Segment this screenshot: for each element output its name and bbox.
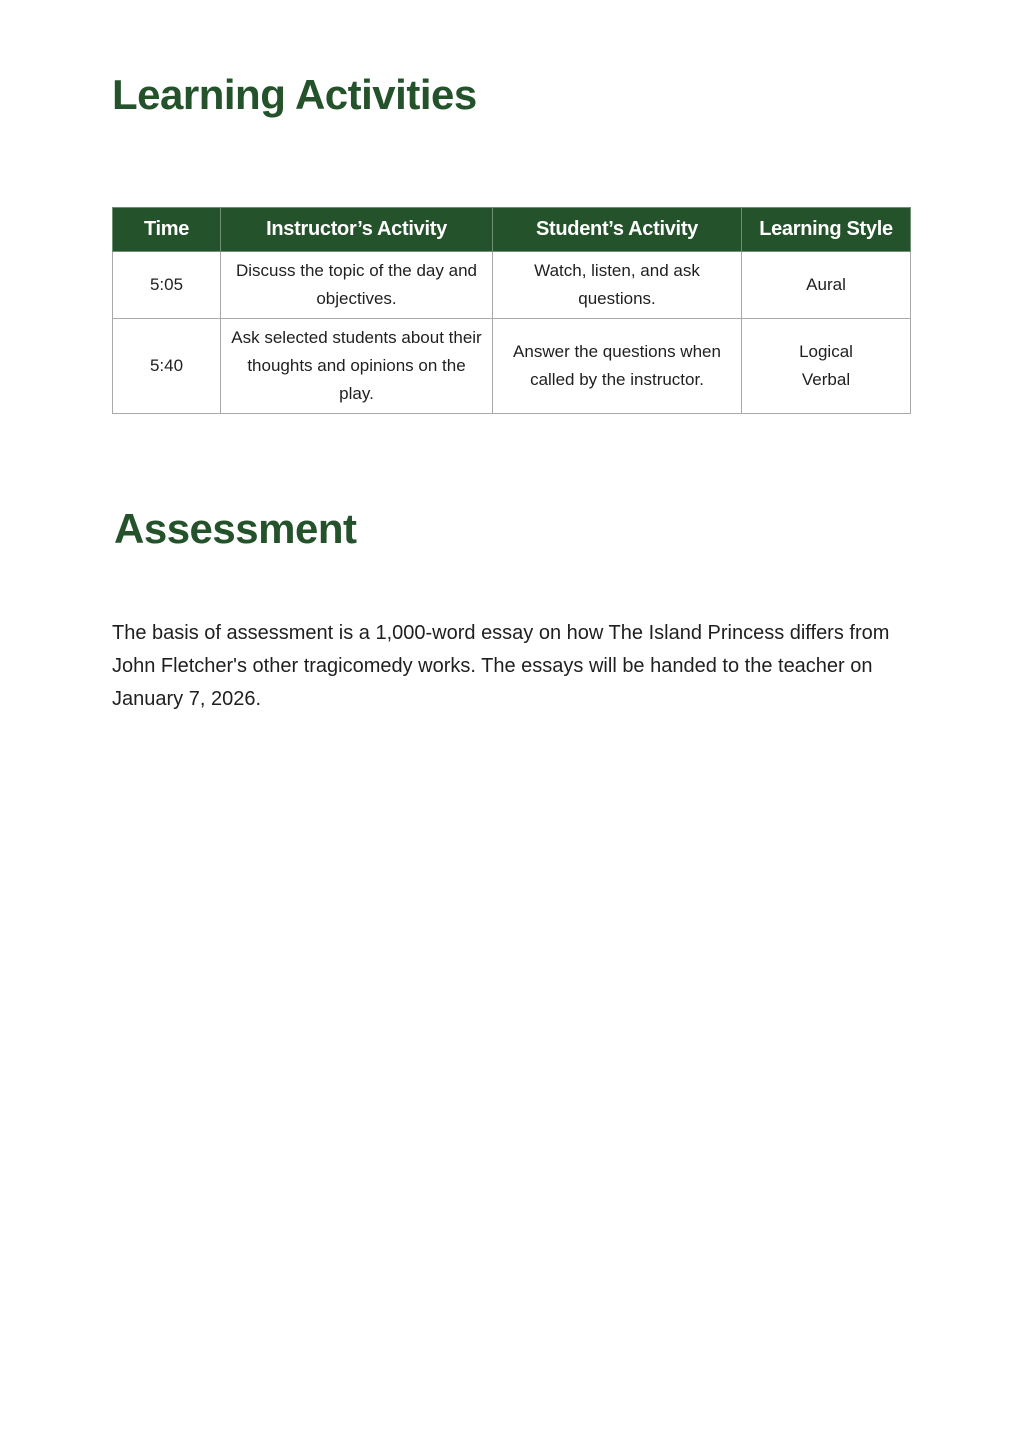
- cell-student-activity: Answer the questions when called by the instructor.: [493, 319, 742, 414]
- header-learning-style: Learning Style: [742, 208, 911, 252]
- header-student-activity: Student’s Activity: [493, 208, 742, 252]
- header-time: Time: [113, 208, 221, 252]
- learning-activities-table: [112, 207, 911, 414]
- cell-instructor-activity: Discuss the topic of the day and objectives.: [221, 252, 493, 319]
- learning-style-line: Verbal: [801, 370, 851, 389]
- section-title-assessment: Assessment: [114, 505, 357, 552]
- cell-time: 5:40: [113, 319, 221, 414]
- learning-style-line: Aural: [806, 275, 846, 294]
- table-row: [113, 252, 911, 319]
- table-row: [113, 319, 911, 414]
- cell-learning-style: [742, 319, 911, 414]
- header-instructor-activity: Instructor’s Activity: [221, 208, 493, 252]
- cell-instructor-activity: Ask selected students about their thoughts and opinions on the play.: [221, 319, 493, 414]
- learning-style-line: Logical: [799, 342, 853, 361]
- table-header-row: [113, 208, 911, 252]
- cell-student-activity: Watch, listen, and ask questions.: [493, 252, 742, 319]
- section-title-learning-activities: Learning Activities: [112, 71, 477, 118]
- cell-time: 5:05: [113, 252, 221, 319]
- assessment-paragraph: The basis of assessment is a 1,000-word essay on how The Island Princess differs from John Fletcher's other tragicomedy works. The essays will be handed to the teacher on January 7, 2026.: [112, 622, 890, 710]
- cell-learning-style: [742, 252, 911, 319]
